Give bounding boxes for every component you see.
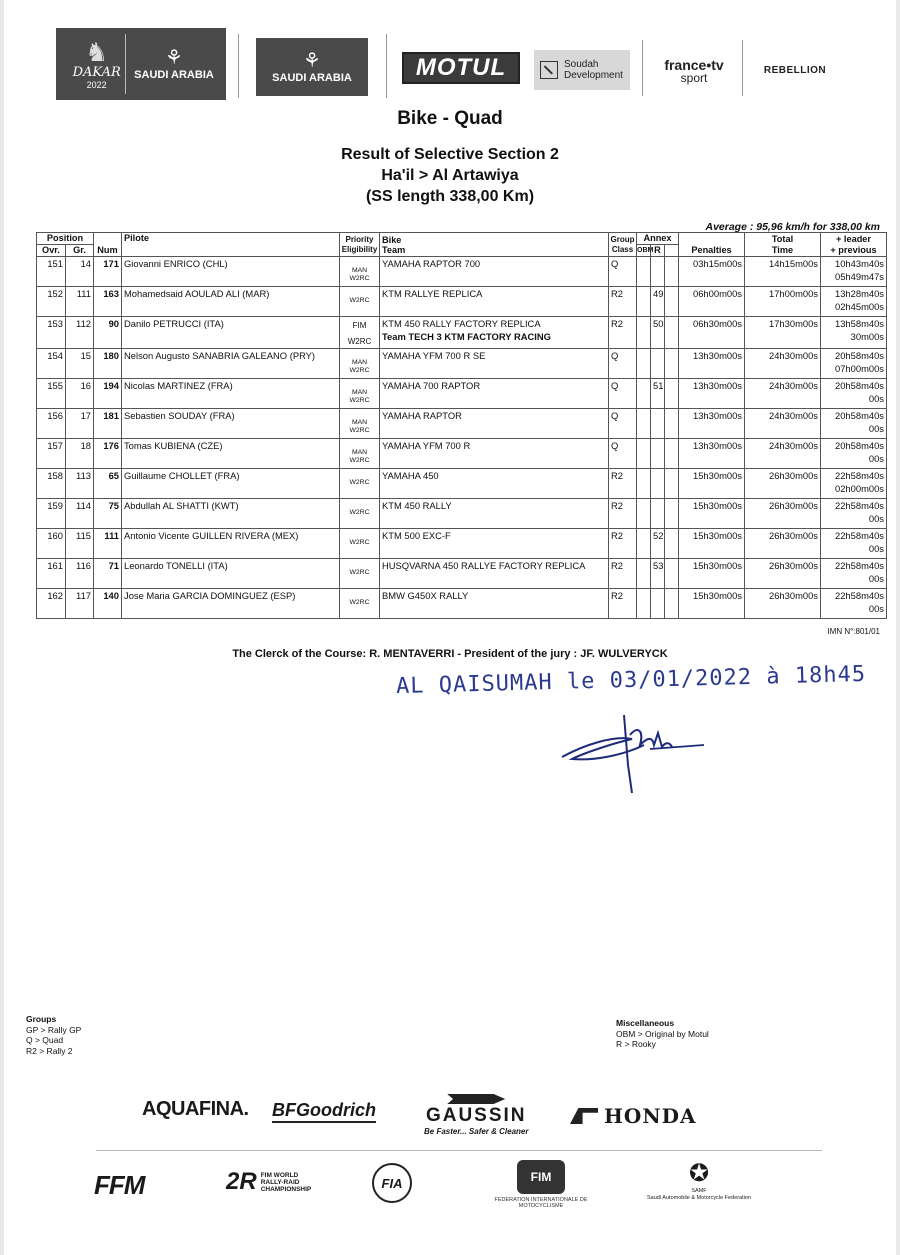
cell-total: 17h30m00s (745, 317, 821, 349)
cell-ovr: 162 (37, 589, 66, 619)
cell-penalties: 15h30m00s (679, 469, 745, 499)
honda-wing-icon (570, 1108, 598, 1124)
cell-ovr: 155 (37, 379, 66, 409)
cell-ovr: 161 (37, 559, 66, 589)
bike-name: KTM 450 RALLY (382, 500, 452, 511)
previous-gap: 05h49m47s (835, 271, 884, 282)
leader-gap: 22h58m40s (835, 560, 884, 571)
table-row (37, 349, 887, 379)
route-title: Ha'il > Al Artawiya (381, 167, 519, 184)
handwritten-place-date: AL QAISUMAH le 03/01/2022 à 18h45 (395, 661, 867, 700)
cell-group: Q (609, 257, 637, 287)
table-row (37, 257, 887, 287)
header-num: Num (94, 233, 122, 257)
cell-penalties: 15h30m00s (679, 589, 745, 619)
cell-gr: 117 (66, 589, 94, 619)
cell-pilote: Guillaume CHOLLET (FRA) (122, 469, 340, 499)
rebellion-logo: REBELLION (763, 64, 827, 76)
results-body (37, 257, 887, 619)
cell-eligibility: W2RC (340, 469, 380, 499)
cell-extra (665, 257, 679, 287)
header-divider (386, 34, 387, 98)
cell-leader (821, 589, 887, 619)
cell-num: 163 (94, 287, 122, 317)
cell-penalties: 06h00m00s (679, 287, 745, 317)
previous-gap: 00s (868, 423, 884, 434)
previous-gap: 00s (868, 393, 884, 404)
palm-icon: ⚘ (303, 50, 321, 72)
header-divider (742, 40, 743, 96)
cell-obm (637, 499, 651, 529)
header-eligibility-label: Eligibility (341, 244, 378, 254)
cell-extra (665, 317, 679, 349)
previous-gap: 00s (868, 543, 884, 554)
cell-r (651, 439, 665, 469)
cell-group: Q (609, 349, 637, 379)
bike-name: YAMAHA RAPTOR (382, 410, 462, 421)
header-group (609, 233, 637, 257)
cell-leader (821, 559, 887, 589)
cell-pilote: Mohamedsaid AOULAD ALI (MAR) (122, 287, 340, 317)
cell-r: 49 (651, 287, 665, 317)
leader-gap: 22h58m40s (835, 500, 884, 511)
fim-text: FEDERATION INTERNATIONALE DE MOTOCYCLISME (494, 1197, 588, 1209)
cell-group: R2 (609, 499, 637, 529)
cell-r: 51 (651, 379, 665, 409)
table-row (37, 559, 887, 589)
w2rc-text: FIM WORLD RALLY-RAID CHAMPIONSHIP (260, 1171, 312, 1193)
header-obm: OBM (637, 245, 651, 257)
palm-icon: ⚘ (165, 47, 183, 69)
misc-legend (616, 1018, 709, 1050)
cell-leader (821, 499, 887, 529)
cell-ovr: 154 (37, 349, 66, 379)
table-row (37, 469, 887, 499)
eligibility-fim: FIM (352, 321, 367, 330)
header-bike-team (380, 233, 609, 257)
dakar-saudi-logo (56, 28, 226, 100)
cell-extra (665, 379, 679, 409)
previous-gap: 00s (868, 573, 884, 584)
cell-obm (637, 379, 651, 409)
cell-bike-team (380, 349, 609, 379)
leader-gap: 13h58m40s (835, 318, 884, 329)
leader-gap: 20h58m40s (835, 380, 884, 391)
header-group-label: Group (610, 234, 635, 244)
cell-eligibility: W2RC (340, 499, 380, 529)
cell-total: 26h30m00s (745, 529, 821, 559)
leader-gap: 20h58m40s (835, 350, 884, 361)
cell-gr: 18 (66, 439, 94, 469)
header-penalties: Penalties (679, 233, 745, 257)
bfgoodrich-logo: BFGoodrich (272, 1100, 376, 1123)
fia-logo: FIA (372, 1163, 412, 1203)
cell-ovr: 158 (37, 469, 66, 499)
samf-abbr: SAMF (691, 1188, 707, 1194)
title-block (4, 108, 896, 207)
header-position: Position (37, 233, 94, 245)
cell-ovr: 160 (37, 529, 66, 559)
average-speed: Average : 95,96 km/h for 338,00 km (705, 221, 880, 233)
cell-obm (637, 409, 651, 439)
leader-gap: 13h28m40s (835, 288, 884, 299)
table-row (37, 439, 887, 469)
bike-name: YAMAHA RAPTOR 700 (382, 258, 481, 269)
cell-pilote: Tomas KUBIENA (CZE) (122, 439, 340, 469)
previous-gap: 00s (868, 603, 884, 614)
cell-r (651, 409, 665, 439)
cell-gr: 115 (66, 529, 94, 559)
cell-eligibility: W2RC (340, 529, 380, 559)
header-total-label: Total (771, 233, 794, 244)
leader-gap: 22h58m40s (835, 590, 884, 601)
cell-obm (637, 257, 651, 287)
cell-obm (637, 439, 651, 469)
table-row (37, 317, 887, 349)
cell-obm (637, 589, 651, 619)
gaussin-tagline: Be Faster... Safer & Cleaner (424, 1127, 529, 1136)
cell-leader (821, 257, 887, 287)
header-pilote: Pilote (122, 233, 340, 257)
cell-total: 24h30m00s (745, 439, 821, 469)
cell-eligibility: MAN W2RC (340, 409, 380, 439)
header-r: R (651, 245, 665, 257)
header-priority (340, 233, 380, 257)
cell-pilote: Jose Maria GARCIA DOMINGUEZ (ESP) (122, 589, 340, 619)
header-leader-label: + leader (836, 233, 871, 244)
cell-pilote: Sebastien SOUDAY (FRA) (122, 409, 340, 439)
result-title: Result of Selective Section 2 (341, 146, 559, 163)
cell-extra (665, 559, 679, 589)
cell-group: R2 (609, 287, 637, 317)
bike-name: YAMAHA 450 (382, 470, 439, 481)
leader-gap: 22h58m40s (835, 470, 884, 481)
groups-legend (26, 1014, 81, 1056)
cell-total: 26h30m00s (745, 589, 821, 619)
cell-extra (665, 529, 679, 559)
saudi-label-2: SAUDI ARABIA (272, 72, 352, 84)
cell-total: 26h30m00s (745, 469, 821, 499)
groups-item: R2 > Rally 2 (26, 1045, 73, 1056)
w2rc-mark: 2R (226, 1168, 257, 1195)
fim-logo (486, 1160, 596, 1209)
cell-obm (637, 349, 651, 379)
cell-gr: 15 (66, 349, 94, 379)
soudah-icon (540, 61, 558, 79)
cell-num: 71 (94, 559, 122, 589)
gaussin-arrow-icon (447, 1094, 505, 1104)
cell-penalties: 15h30m00s (679, 559, 745, 589)
cell-eligibility: MAN W2RC (340, 257, 380, 287)
cell-bike-team (380, 317, 609, 349)
groups-item: Q > Quad (26, 1035, 64, 1045)
cell-penalties: 13h30m00s (679, 409, 745, 439)
cell-num: 65 (94, 469, 122, 499)
previous-gap: 02h00m00s (835, 483, 884, 494)
previous-gap: 02h45m00s (835, 301, 884, 312)
cell-gr: 114 (66, 499, 94, 529)
gaussin-logo (424, 1094, 529, 1136)
bike-name: KTM 450 RALLY FACTORY REPLICA (382, 318, 541, 329)
cell-total: 26h30m00s (745, 559, 821, 589)
header-previous-label: + previous (830, 244, 877, 255)
cell-ovr: 152 (37, 287, 66, 317)
cell-group: Q (609, 409, 637, 439)
cell-r (651, 499, 665, 529)
cell-eligibility: W2RC (340, 559, 380, 589)
header-priority-label: Priority (345, 234, 374, 244)
cell-pilote: Giovanni ENRICO (CHL) (122, 257, 340, 287)
cell-bike-team (380, 409, 609, 439)
saudi-arabia-logo (256, 38, 368, 96)
cell-gr: 113 (66, 469, 94, 499)
cell-ovr: 151 (37, 257, 66, 287)
header-bike-label: Bike (382, 234, 402, 245)
groups-item: GP > Rally GP (26, 1024, 82, 1035)
cell-extra (665, 287, 679, 317)
misc-item: OBM > Original by Motul (616, 1028, 709, 1039)
cell-pilote: Leonardo TONELLI (ITA) (122, 559, 340, 589)
misc-title: Miscellaneous (616, 1018, 675, 1028)
cell-num: 111 (94, 529, 122, 559)
cell-gr: 112 (66, 317, 94, 349)
cell-eligibility: MAN W2RC (340, 379, 380, 409)
team-name: Team TECH 3 KTM FACTORY RACING (382, 331, 551, 342)
cell-num: 176 (94, 439, 122, 469)
leader-gap: 20h58m40s (835, 410, 884, 421)
cell-bike-team (380, 559, 609, 589)
cell-total: 14h15m00s (745, 257, 821, 287)
cell-leader (821, 439, 887, 469)
cell-bike-team (380, 439, 609, 469)
bike-name: YAMAHA YFM 700 R (382, 440, 471, 451)
table-row (37, 499, 887, 529)
motul-logo: MOTUL (402, 52, 520, 84)
previous-gap: 00s (868, 513, 884, 524)
honda-name: HONDA (604, 1104, 697, 1128)
ffm-logo: FFM (94, 1170, 145, 1200)
gaussin-name: GAUSSIN (425, 1105, 527, 1126)
honda-logo (570, 1104, 696, 1128)
cell-ovr: 153 (37, 317, 66, 349)
header-gr: Gr. (66, 245, 94, 257)
francetv-logo (654, 56, 734, 86)
cell-extra (665, 499, 679, 529)
cell-leader (821, 287, 887, 317)
page-title: Bike - Quad (397, 108, 503, 129)
cell-total: 26h30m00s (745, 499, 821, 529)
cell-ovr: 156 (37, 409, 66, 439)
cell-penalties: 13h30m00s (679, 349, 745, 379)
cell-num: 140 (94, 589, 122, 619)
bike-name: HUSQVARNA 450 RALLYE FACTORY REPLICA (382, 560, 586, 571)
cell-bike-team (380, 257, 609, 287)
bike-name: YAMAHA 700 RAPTOR (382, 380, 481, 391)
cell-extra (665, 349, 679, 379)
cell-num: 180 (94, 349, 122, 379)
cell-num: 75 (94, 499, 122, 529)
cell-leader (821, 529, 887, 559)
cell-group: R2 (609, 589, 637, 619)
cell-penalties: 13h30m00s (679, 379, 745, 409)
misc-item: R > Rooky (616, 1039, 656, 1049)
cell-penalties: 03h15m00s (679, 257, 745, 287)
cell-extra (665, 409, 679, 439)
results-page (4, 0, 896, 1255)
table-row (37, 287, 887, 317)
table-row (37, 589, 887, 619)
cell-group: R2 (609, 317, 637, 349)
table-row (37, 379, 887, 409)
cell-pilote: Abdullah AL SHATTI (KWT) (122, 499, 340, 529)
previous-gap: 30m00s (850, 331, 884, 342)
header-annex: Annex (637, 233, 679, 245)
cell-num: 90 (94, 317, 122, 349)
cell-pilote: Nelson Augusto SANABRIA GALEANO (PRY) (122, 349, 340, 379)
imn-number: IMN N°:801/01 (827, 627, 880, 636)
cell-gr: 14 (66, 257, 94, 287)
cell-num: 171 (94, 257, 122, 287)
cell-group: Q (609, 379, 637, 409)
header-time-label: Time (771, 244, 794, 255)
cell-r: 53 (651, 559, 665, 589)
soudah-text: Soudah Development (564, 59, 623, 81)
cell-penalties: 15h30m00s (679, 499, 745, 529)
cell-group: R2 (609, 559, 637, 589)
signature-image (554, 705, 714, 800)
cell-r (651, 349, 665, 379)
cell-r (651, 257, 665, 287)
cell-gr: 16 (66, 379, 94, 409)
bike-name: BMW G450X RALLY (382, 590, 469, 601)
cell-extra (665, 439, 679, 469)
samf-logo (624, 1160, 774, 1202)
cell-r: 52 (651, 529, 665, 559)
cell-total: 17h00m00s (745, 287, 821, 317)
groups-title: Groups (26, 1014, 57, 1024)
cell-leader (821, 469, 887, 499)
cell-gr: 111 (66, 287, 94, 317)
header-class-label: Class (611, 244, 634, 254)
cell-group: R2 (609, 469, 637, 499)
cell-obm (637, 559, 651, 589)
cell-obm (637, 529, 651, 559)
cell-pilote: Danilo PETRUCCI (ITA) (122, 317, 340, 349)
samf-emblem-icon: ✪ (688, 1160, 710, 1187)
bike-name: YAMAHA YFM 700 R SE (382, 350, 486, 361)
cell-penalties: 15h30m00s (679, 529, 745, 559)
cell-eligibility: W2RC (340, 589, 380, 619)
cell-bike-team (380, 529, 609, 559)
header-divider (238, 34, 239, 98)
leader-gap: 20h58m40s (835, 440, 884, 451)
header-team-label: Team (382, 244, 406, 255)
cell-eligibility (340, 317, 380, 349)
cell-group: R2 (609, 529, 637, 559)
cell-pilote: Nicolas MARTINEZ (FRA) (122, 379, 340, 409)
cell-gr: 116 (66, 559, 94, 589)
cell-bike-team (380, 379, 609, 409)
francetv-text: france•tv (664, 57, 724, 73)
header-ovr: Ovr. (37, 245, 66, 257)
previous-gap: 00s (868, 453, 884, 464)
bike-name: KTM RALLYE REPLICA (382, 288, 483, 299)
cell-penalties: 13h30m00s (679, 439, 745, 469)
cell-r (651, 589, 665, 619)
cell-bike-team (380, 589, 609, 619)
table-row (37, 529, 887, 559)
cell-gr: 17 (66, 409, 94, 439)
cell-num: 181 (94, 409, 122, 439)
cell-r (651, 469, 665, 499)
cell-leader (821, 317, 887, 349)
cell-total: 24h30m00s (745, 409, 821, 439)
cell-bike-team (380, 499, 609, 529)
bedouin-icon: ♞ (85, 36, 109, 67)
cell-eligibility: MAN W2RC (340, 349, 380, 379)
cell-leader (821, 379, 887, 409)
fim-badge: FIM (517, 1160, 565, 1194)
cell-leader (821, 409, 887, 439)
dakar-mark (68, 34, 126, 94)
bike-name: KTM 500 EXC-F (382, 530, 451, 541)
cell-ovr: 157 (37, 439, 66, 469)
cell-bike-team (380, 287, 609, 317)
header-divider (642, 40, 643, 96)
dakar-year: 2022 (86, 79, 107, 90)
header-leader (821, 233, 887, 257)
cell-obm (637, 287, 651, 317)
cell-total: 24h30m00s (745, 379, 821, 409)
soudah-logo (534, 50, 630, 90)
francetv-sport: sport (680, 71, 708, 85)
cell-ovr: 159 (37, 499, 66, 529)
cell-r: 50 (651, 317, 665, 349)
aquafina-logo: AQUAFINA. (142, 1098, 249, 1120)
cell-leader (821, 349, 887, 379)
header-extra (665, 245, 679, 257)
sponsor-divider (96, 1150, 822, 1151)
previous-gap: 07h00m00s (835, 363, 884, 374)
header-total (745, 233, 821, 257)
clerk-statement: The Clerck of the Course: R. MENTAVERRI - President of the jury : JF. WULVERYCK (232, 648, 668, 660)
cell-group: Q (609, 439, 637, 469)
cell-eligibility: MAN W2RC (340, 439, 380, 469)
leader-gap: 10h43m40s (835, 258, 884, 269)
cell-obm (637, 317, 651, 349)
cell-obm (637, 469, 651, 499)
dakar-logo-text: DAKAR (72, 64, 121, 80)
cell-extra (665, 469, 679, 499)
w2rc-logo (226, 1168, 321, 1196)
length-title: (SS length 338,00 Km) (365, 188, 535, 205)
cell-bike-team (380, 469, 609, 499)
cell-extra (665, 589, 679, 619)
leader-gap: 22h58m40s (835, 530, 884, 541)
cell-penalties: 06h30m00s (679, 317, 745, 349)
saudi-label-1: SAUDI ARABIA (134, 69, 214, 81)
results-table (36, 232, 887, 619)
cell-eligibility: W2RC (340, 287, 380, 317)
eligibility-value: W2RC (347, 337, 372, 346)
table-row (37, 409, 887, 439)
cell-total: 24h30m00s (745, 349, 821, 379)
samf-text: Saudi Automobile & Motorcycle Federation (647, 1195, 751, 1201)
cell-pilote: Antonio Vicente GUILLEN RIVERA (MEX) (122, 529, 340, 559)
cell-num: 194 (94, 379, 122, 409)
